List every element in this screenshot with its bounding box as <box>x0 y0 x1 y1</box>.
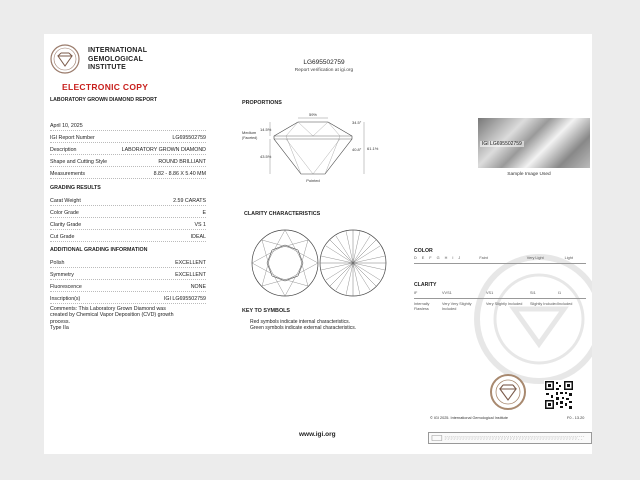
grading-row: Cut Grade IDEAL <box>50 234 206 240</box>
grading-results-heading: GRADING RESULTS <box>50 185 101 191</box>
color-scale: D E F G H I J Faint Very Light Light <box>414 256 586 264</box>
total-depth: 61.1% <box>367 146 379 151</box>
grading-row: Carat Weight 2.59 CARATS <box>50 198 206 204</box>
clarity-plot-crown-icon <box>250 228 320 298</box>
grading-row: Color Grade E <box>50 210 206 216</box>
key-to-symbols-heading: KEY TO SYMBOLS <box>242 308 291 314</box>
table-percent: 59% <box>308 112 318 117</box>
additional-row: Inscription(s) IGI LG695502759 <box>50 296 206 302</box>
qr-code-icon[interactable] <box>544 380 574 410</box>
girdle-label: Medium <box>242 130 257 135</box>
report-number: LG695502759 <box>303 59 345 66</box>
detail-row: IGI Report Number LG695502759 <box>50 135 206 141</box>
detail-row: April 10, 2025 <box>50 123 206 131</box>
color-scale-heading: COLOR <box>414 248 433 254</box>
girdle-sub: (Faceted) <box>242 136 258 140</box>
sample-caption: Sample Image Used <box>507 172 551 177</box>
electronic-copy-label: ELECTRONIC COPY <box>62 82 149 92</box>
crown-angle: 34.5° <box>352 120 362 125</box>
report-title: LABORATORY GROWN DIAMOND REPORT <box>50 97 158 103</box>
igi-report-document <box>44 34 592 454</box>
clarity-characteristics-heading: CLARITY CHARACTERISTICS <box>244 211 321 217</box>
organization-name: INTERNATIONAL GEMOLOGICAL INSTITUTE <box>88 47 148 71</box>
security-strip <box>428 432 592 444</box>
detail-row: Measurements 8.82 - 8.86 X 5.40 MM <box>50 171 206 177</box>
proportions-heading: PROPORTIONS <box>242 100 282 106</box>
additional-row: Symmetry EXCELLENT <box>50 272 206 278</box>
detail-row: Description LABORATORY GROWN DIAMOND <box>50 147 206 153</box>
clarity-plot-pavilion-icon <box>318 228 388 298</box>
watermark-seal-icon <box>474 254 592 384</box>
clarity-scale-terms: Internally Flawless Very Very Slightly Included Very Slightly Included Slightly Included Included <box>414 302 573 311</box>
comments: Comments: This Laboratory Grown Diamond was created by Chemical Vapor Deposition (CVD) growth process. Type IIa <box>50 306 174 332</box>
crown-height: 14.5% <box>260 127 272 132</box>
proportions-diagram <box>240 110 400 190</box>
igi-seal-icon <box>490 374 526 410</box>
form-number: F0 - 13.20 <box>567 416 585 420</box>
additional-row: Polish EXCELLENT <box>50 260 206 266</box>
clarity-scale: IF VVS1 VS1 SI1 I1 <box>414 291 586 299</box>
grading-row: Clarity Grade VS 1 <box>50 222 206 228</box>
pavilion-angle: 40.8° <box>352 147 362 152</box>
additional-grading-heading: ADDITIONAL GRADING INFORMATION <box>50 247 148 253</box>
key-to-symbols-text: Red symbols indicate internal characteristics. Green symbols indicate external characteristics. <box>250 319 357 332</box>
detail-row: Shape and Cutting Style ROUND BRILLIANT <box>50 159 206 165</box>
pavilion-depth: 43.5% <box>260 154 272 159</box>
igi-logo-icon <box>50 44 80 74</box>
copyright: © IGI 2025. International Gemological Institute <box>430 416 508 420</box>
verification-note: Report verification at igi.org <box>294 68 354 73</box>
culet: Pointed <box>306 178 320 183</box>
additional-row: Fluorescence NONE <box>50 284 206 290</box>
sample-inscription: IGI LG695502759 <box>482 141 522 147</box>
website-link[interactable]: www.igi.org <box>299 431 336 438</box>
clarity-scale-heading: CLARITY <box>414 282 437 288</box>
